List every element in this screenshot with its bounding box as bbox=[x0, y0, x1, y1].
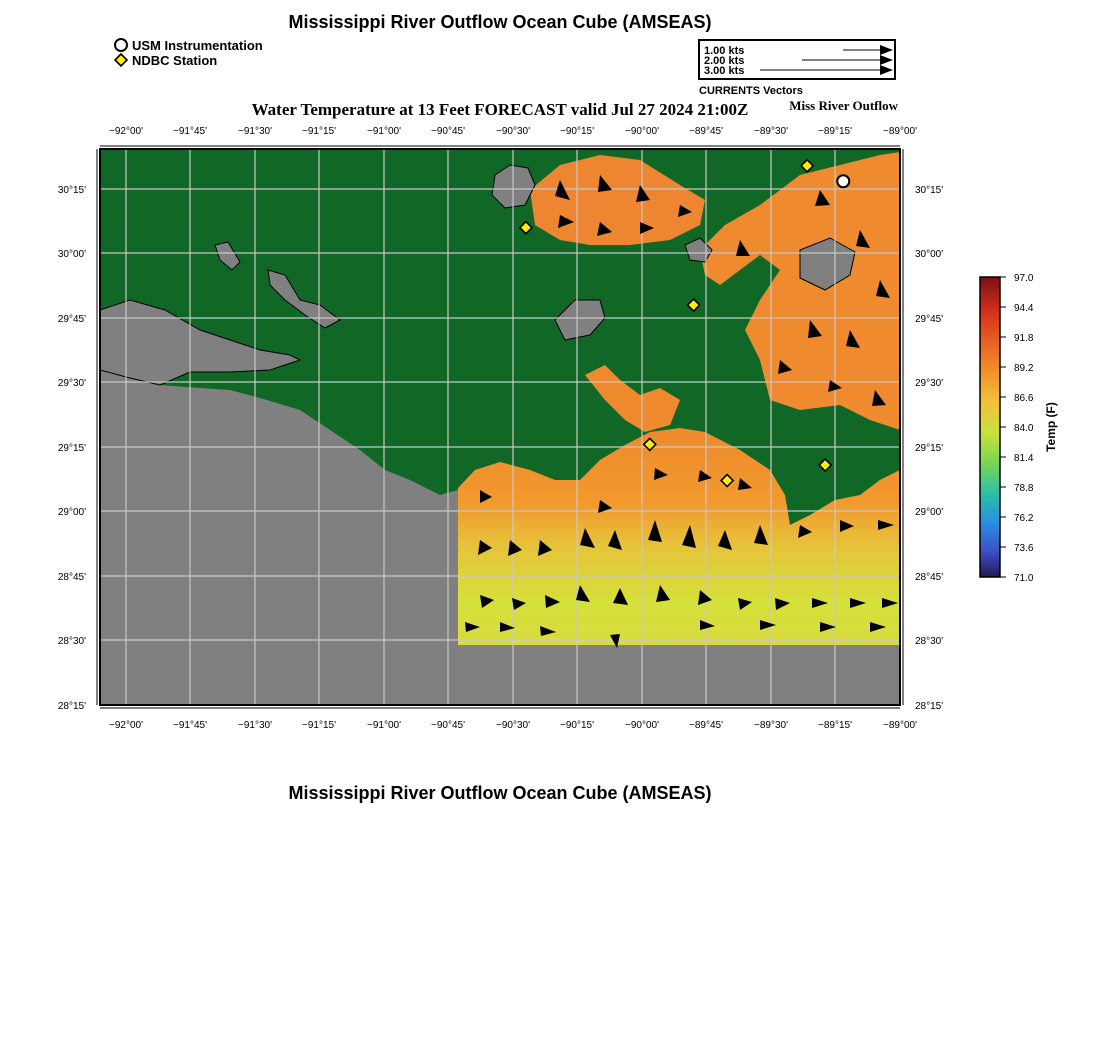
lon-tick-label: −90°45' bbox=[431, 720, 465, 731]
colorbar-tick-label: 91.8 bbox=[1014, 333, 1034, 344]
usm-station-marker bbox=[837, 175, 849, 187]
lon-tick-label: −90°30' bbox=[496, 720, 530, 731]
colorbar-tick-label: 71.0 bbox=[1014, 573, 1034, 584]
lat-tick-label: 29°00' bbox=[915, 507, 944, 518]
lon-tick-label: −92°00' bbox=[109, 720, 143, 731]
colorbar-tick-label: 89.2 bbox=[1014, 363, 1034, 374]
colorbar-gradient bbox=[980, 277, 1000, 577]
lon-tick-label: −90°45' bbox=[431, 126, 465, 137]
lat-tick-label: 30°15' bbox=[915, 185, 944, 196]
vector-legend-caption: CURRENTS Vectors bbox=[699, 85, 803, 97]
colorbar bbox=[980, 273, 1058, 584]
legend-usm-label: USM Instrumentation bbox=[132, 37, 263, 53]
lat-tick-label: 29°45' bbox=[915, 314, 944, 325]
lat-tick-label: 29°30' bbox=[915, 378, 944, 389]
colorbar-tick-label: 81.4 bbox=[1014, 453, 1034, 464]
lon-tick-label: −89°00' bbox=[883, 720, 917, 731]
colorbar-title: Temp (F) bbox=[1044, 402, 1058, 452]
lon-tick-label: −89°45' bbox=[689, 720, 723, 731]
lat-tick-label: 30°15' bbox=[57, 185, 86, 196]
page-title-repeat: Mississippi River Outflow Ocean Cube (AMSEAS) bbox=[288, 783, 712, 803]
lat-tick-label: 28°30' bbox=[57, 636, 86, 647]
lon-tick-label: −91°45' bbox=[173, 126, 207, 137]
lon-tick-label: −90°15' bbox=[560, 720, 594, 731]
vector-legend bbox=[699, 40, 895, 97]
lon-tick-label: −89°30' bbox=[754, 720, 788, 731]
lon-tick-label: −91°00' bbox=[367, 720, 401, 731]
lon-tick-label: −90°30' bbox=[496, 126, 530, 137]
colorbar-tick-label: 84.0 bbox=[1014, 423, 1034, 434]
lon-tick-label: −89°15' bbox=[818, 126, 852, 137]
lat-tick-label: 30°00' bbox=[57, 249, 86, 260]
region-label: Miss River Outflow bbox=[789, 98, 898, 113]
lat-tick-label: 29°00' bbox=[57, 507, 86, 518]
lon-tick-label: −91°45' bbox=[173, 720, 207, 731]
lon-tick-label: −91°30' bbox=[238, 126, 272, 137]
lat-labels-left bbox=[58, 185, 86, 712]
lat-tick-label: 29°15' bbox=[915, 443, 944, 454]
lat-tick-label: 29°30' bbox=[57, 378, 86, 389]
lat-tick-label: 30°00' bbox=[915, 249, 944, 260]
legend-ndbc-label: NDBC Station bbox=[132, 52, 218, 68]
lon-tick-label: −89°30' bbox=[754, 126, 788, 137]
colorbar-tick-label: 73.6 bbox=[1014, 543, 1034, 554]
lon-tick-label: −90°00' bbox=[625, 720, 659, 731]
lon-tick-label: −91°30' bbox=[238, 720, 272, 731]
lat-tick-label: 28°15' bbox=[915, 701, 944, 712]
lon-tick-label: −89°15' bbox=[818, 720, 852, 731]
lon-tick-label: −91°00' bbox=[367, 126, 401, 137]
lat-tick-label: 28°45' bbox=[915, 572, 944, 583]
colorbar-tick-label: 94.4 bbox=[1014, 303, 1034, 314]
lon-labels-bottom bbox=[109, 720, 917, 731]
lon-tick-label: −92°00' bbox=[109, 126, 143, 137]
lat-labels-right bbox=[915, 185, 943, 712]
lat-tick-label: 28°30' bbox=[915, 636, 944, 647]
colorbar-tick-label: 97.0 bbox=[1014, 273, 1034, 284]
lat-tick-label: 29°15' bbox=[57, 443, 86, 454]
lat-tick-label: 28°15' bbox=[57, 701, 86, 712]
lat-tick-label: 28°45' bbox=[57, 572, 86, 583]
vector-legend-item: 2.00 kts bbox=[704, 55, 745, 67]
page-title: Mississippi River Outflow Ocean Cube (AMSEAS) bbox=[288, 12, 712, 32]
map-area bbox=[100, 149, 900, 705]
vector-legend-item: 1.00 kts bbox=[704, 45, 745, 57]
map-subtitle: Water Temperature at 13 Feet FORECAST valid Jul 27 2024 21:00Z bbox=[251, 100, 749, 119]
lon-labels-top bbox=[109, 126, 917, 137]
colorbar-tick-label: 86.6 bbox=[1014, 393, 1034, 404]
lat-tick-label: 29°45' bbox=[57, 314, 86, 325]
colorbar-tick-label: 76.2 bbox=[1014, 513, 1034, 524]
vector-legend-item: 3.00 kts bbox=[704, 65, 745, 77]
lon-tick-label: −91°15' bbox=[302, 720, 336, 731]
lon-tick-label: −90°00' bbox=[625, 126, 659, 137]
lon-tick-label: −89°45' bbox=[689, 126, 723, 137]
lon-tick-label: −91°15' bbox=[302, 126, 336, 137]
lon-tick-label: −90°15' bbox=[560, 126, 594, 137]
lon-tick-label: −89°00' bbox=[883, 126, 917, 137]
colorbar-tick-label: 78.8 bbox=[1014, 483, 1034, 494]
